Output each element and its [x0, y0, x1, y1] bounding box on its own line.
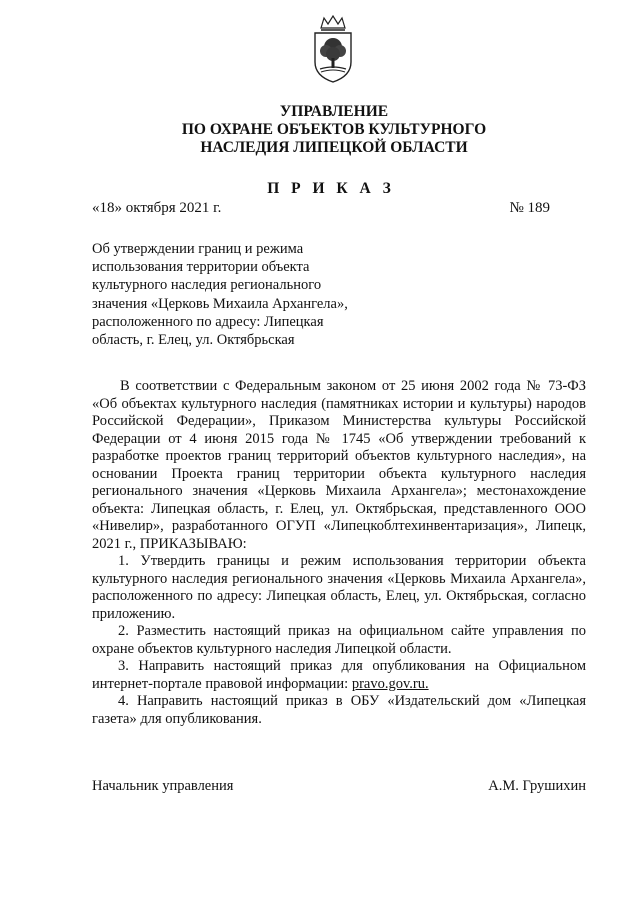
organization-header	[0, 103, 640, 157]
subject-line: Об утверждении границ и режима	[92, 241, 304, 257]
order-date: «18» октября 2021 г.	[92, 200, 222, 216]
header-line-1: УПРАВЛЕНИЕ	[279, 103, 389, 120]
order-title: П Р И К А З	[267, 180, 395, 197]
body-item-1: 1. Утвердить границы и режим использования территории объекта культурного наследия регионального значения «Церковь Михаила Архангела», расположенного по адресу: Липецкая область, Елец, ул. Октябрьская, согласно приложению.	[92, 553, 586, 622]
body-item-4: 4. Направить настоящий приказ в ОБУ «Издательский дом «Липецкая газета» для опубликования.	[92, 693, 586, 727]
body-intro-paragraph: В соответствии с Федеральным законом от 25 июня 2002 года № 73-ФЗ «Об объектах культурного наследия (памятниках истории и культуры) народов Российской Федерации», Приказом Министерства культуры Российской Федерации от 4 июня 2015 года № 1745 «Об утверждении требований к разработке проектов границ территорий объектов культурного наследия», на основании Проекта границ территории объекта культурного наследия регионального значения «Церковь Михаила Архангела»; местонахождение объекта: Липецкая область, г. Елец, ул. Октябрьская, представленного ООО «Нивелир», разработанного ОГУП «Липецкоблтехинвентаризация», Липецк, 2021 г., ПРИКАЗЫВАЮ:	[92, 378, 586, 552]
subject-line: область, г. Елец, ул. Октябрьская	[92, 332, 295, 349]
body-item-2: 2. Разместить настоящий приказ на официальном сайте управления по охране объектов культурного наследия Липецкой области.	[92, 623, 586, 657]
subject-line: использования территории объекта	[92, 259, 310, 276]
body-item-3-text: 3. Направить настоящий приказ для опубликования на Официальном интернет-портале правовой информации:	[92, 658, 586, 692]
subject-line: культурного наследия регионального	[92, 277, 322, 294]
order-subject	[92, 240, 370, 349]
header-line-2: ПО ОХРАНЕ ОБЪЕКТОВ КУЛЬТУРНОГО	[181, 121, 487, 138]
signature-position: Начальник управления	[92, 778, 234, 794]
coat-of-arms-emblem	[306, 14, 360, 84]
order-body	[92, 378, 586, 728]
header-line-3: НАСЛЕДИЯ ЛИПЕЦКОЙ ОБЛАСТИ	[200, 139, 468, 156]
emblem-icon	[306, 14, 360, 84]
subject-line: расположенного по адресу: Липецкая	[92, 313, 324, 330]
pravo-link[interactable]: pravo.gov.ru.	[351, 675, 429, 692]
body-item-3	[92, 658, 586, 693]
signature-name: А.М. Грушихин	[488, 778, 586, 794]
order-number: № 189	[509, 200, 550, 216]
subject-line: значения «Церковь Михаила Архангела»,	[92, 295, 348, 312]
